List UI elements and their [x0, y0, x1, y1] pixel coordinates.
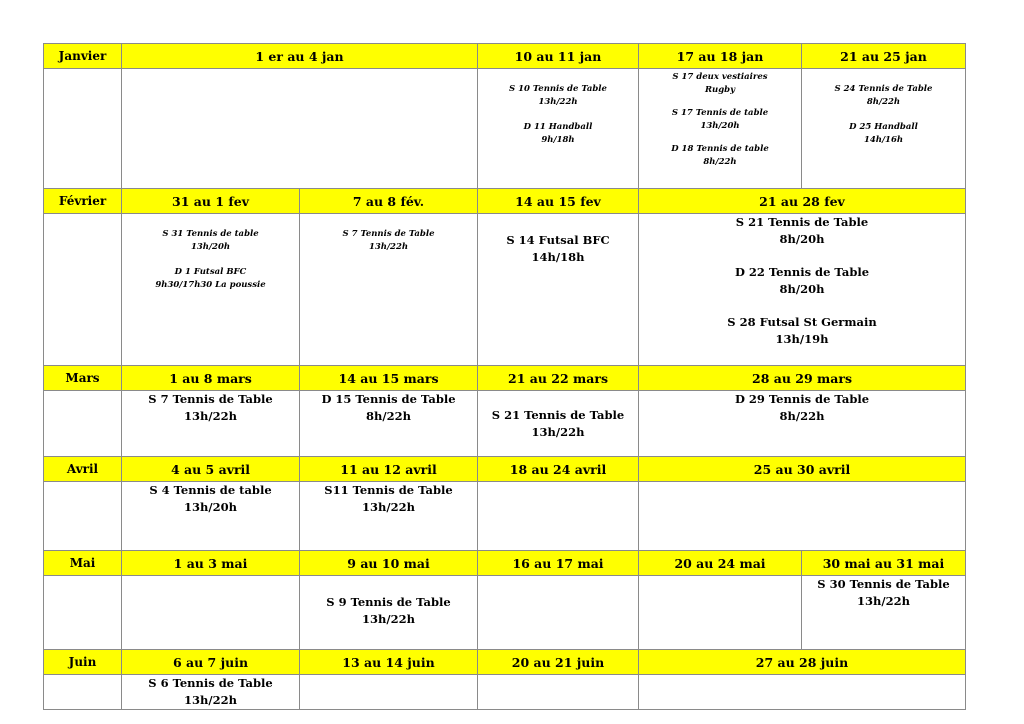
- week-header: 27 au 28 juin: [639, 650, 966, 675]
- week-header: 28 au 29 mars: [639, 366, 966, 391]
- event-line: S 14 Futsal BFC: [506, 233, 610, 247]
- week-header: 1 au 8 mars: [122, 366, 300, 391]
- event-cell: [639, 675, 966, 710]
- event-line: S 7 Tennis de Table: [148, 392, 273, 406]
- event-line: D 18 Tennis de table: [671, 144, 769, 154]
- month-label-janvier: Janvier: [44, 44, 122, 69]
- event-cell: [300, 576, 478, 650]
- event-line: 9h/18h: [541, 135, 575, 145]
- header-row-janvier: [44, 44, 966, 69]
- header-row-fevrier: [44, 189, 966, 214]
- events-row-fevrier: [44, 214, 966, 366]
- event-line: 13h/22h: [857, 594, 910, 608]
- event-line: Rugby: [704, 85, 736, 95]
- event-line: S 6 Tennis de Table: [148, 676, 273, 690]
- event-cell: [122, 69, 478, 189]
- event-line: 13h/22h: [531, 424, 585, 439]
- week-header: 30 mai au 31 mai: [802, 551, 966, 576]
- week-header: 14 au 15 mars: [300, 366, 478, 391]
- event-cell: [478, 214, 639, 366]
- event-line: D 29 Tennis de Table: [734, 392, 870, 406]
- event-cell: [802, 69, 966, 189]
- event-cell: [478, 391, 639, 457]
- events-row-mars: [44, 391, 966, 457]
- event-line: S 9 Tennis de Table: [326, 595, 451, 609]
- events-row-mai: [44, 576, 966, 650]
- event-line: 13h/19h: [775, 332, 829, 346]
- event-cell: [122, 482, 300, 551]
- event-line: D 15 Tennis de Table: [321, 392, 456, 406]
- event-line: S 4 Tennis de table: [149, 483, 272, 497]
- event-cell: [639, 576, 802, 650]
- week-header: 21 au 25 jan: [802, 44, 966, 69]
- month-empty-cell: [44, 391, 122, 457]
- event-line: 8h/22h: [779, 409, 825, 423]
- event-line: S 10 Tennis de Table: [509, 84, 607, 94]
- event-line: 13h/20h: [184, 500, 237, 514]
- event-line: 8h/22h: [703, 157, 737, 167]
- event-cell: [478, 69, 639, 189]
- event-cell: [300, 391, 478, 457]
- month-label-fevrier: Février: [44, 189, 122, 214]
- week-header: 17 au 18 jan: [639, 44, 802, 69]
- event-cell: [639, 214, 966, 366]
- event-cell: [122, 391, 300, 457]
- month-empty-cell: [44, 482, 122, 551]
- event-line: D 22 Tennis de Table: [734, 265, 870, 279]
- events-row-avril: [44, 482, 966, 551]
- event-line: 13h/20h: [700, 121, 740, 131]
- event-cell: [478, 482, 639, 551]
- event-line: 13h/22h: [538, 97, 578, 107]
- event-line: 9h30/17h30 La poussie: [155, 280, 266, 290]
- event-line: 13h/22h: [362, 612, 415, 626]
- week-header: 31 au 1 fev: [122, 189, 300, 214]
- event-line: S 31 Tennis de table: [162, 229, 259, 239]
- event-line: S 17 Tennis de table: [671, 108, 769, 118]
- week-header: 9 au 10 mai: [300, 551, 478, 576]
- event-line: S11 Tennis de Table: [324, 483, 453, 497]
- events-row-janvier: [44, 69, 966, 189]
- event-line: S 30 Tennis de Table: [817, 577, 950, 591]
- event-line: S 21 Tennis de Table: [735, 215, 869, 229]
- week-header: 16 au 17 mai: [478, 551, 639, 576]
- event-line: 13h/22h: [184, 409, 237, 423]
- week-header: 6 au 7 juin: [122, 650, 300, 675]
- event-line: 13h/22h: [184, 693, 237, 707]
- week-header: 25 au 30 avril: [639, 457, 966, 482]
- event-line: 13h/22h: [362, 500, 415, 514]
- event-line: 14h/16h: [863, 135, 904, 145]
- event-line: S 21 Tennis de Table: [491, 407, 625, 422]
- month-empty-cell: [44, 214, 122, 366]
- event-line: S 7 Tennis de Table: [342, 229, 435, 239]
- week-header: 21 au 28 fev: [639, 189, 966, 214]
- event-cell: [639, 482, 966, 551]
- events-row-juin: [44, 675, 966, 710]
- week-header: 14 au 15 fev: [478, 189, 639, 214]
- event-cell: [639, 69, 802, 189]
- event-line: D 25 Handball: [849, 122, 918, 132]
- event-cell: [639, 391, 966, 457]
- event-line: S 17 deux vestiaires: [672, 72, 768, 82]
- week-header: 13 au 14 juin: [300, 650, 478, 675]
- week-header: 4 au 5 avril: [122, 457, 300, 482]
- header-row-juin: [44, 650, 966, 675]
- event-line: D 1 Futsal BFC: [174, 267, 247, 277]
- week-header: 7 au 8 fév.: [300, 189, 478, 214]
- month-empty-cell: [44, 675, 122, 710]
- week-header: 21 au 22 mars: [478, 366, 639, 391]
- event-line: 8h/20h: [779, 282, 825, 296]
- event-cell: [300, 675, 478, 710]
- event-line: 8h/22h: [866, 97, 901, 107]
- month-empty-cell: [44, 69, 122, 189]
- month-label-juin: Juin: [44, 650, 122, 675]
- header-row-mars: [44, 366, 966, 391]
- event-line: S 24 Tennis de Table: [834, 84, 933, 94]
- event-line: D 11 Handball: [523, 122, 593, 132]
- week-header: 20 au 21 juin: [478, 650, 639, 675]
- event-line: 13h/20h: [190, 242, 231, 252]
- month-label-mars: Mars: [44, 366, 122, 391]
- week-header: 18 au 24 avril: [478, 457, 639, 482]
- event-cell: [802, 576, 966, 650]
- week-header: 1 er au 4 jan: [122, 44, 478, 69]
- week-header: 1 au 3 mai: [122, 551, 300, 576]
- event-cell: [478, 576, 639, 650]
- planning-table: [43, 43, 966, 710]
- month-label-avril: Avril: [44, 457, 122, 482]
- event-line: S 28 Futsal St Germain: [727, 315, 877, 329]
- event-line: 13h/22h: [368, 242, 409, 252]
- event-cell: [122, 214, 300, 366]
- week-header: 20 au 24 mai: [639, 551, 802, 576]
- month-label-mai: Mai: [44, 551, 122, 576]
- event-cell: [300, 214, 478, 366]
- event-line: 14h/18h: [531, 250, 585, 264]
- event-line: 8h/22h: [366, 409, 411, 423]
- event-cell: [300, 482, 478, 551]
- month-empty-cell: [44, 576, 122, 650]
- event-cell: [122, 675, 300, 710]
- week-header: 11 au 12 avril: [300, 457, 478, 482]
- event-cell: [122, 576, 300, 650]
- event-cell: [478, 675, 639, 710]
- header-row-mai: [44, 551, 966, 576]
- event-line: 8h/20h: [779, 232, 825, 246]
- week-header: 10 au 11 jan: [478, 44, 639, 69]
- header-row-avril: [44, 457, 966, 482]
